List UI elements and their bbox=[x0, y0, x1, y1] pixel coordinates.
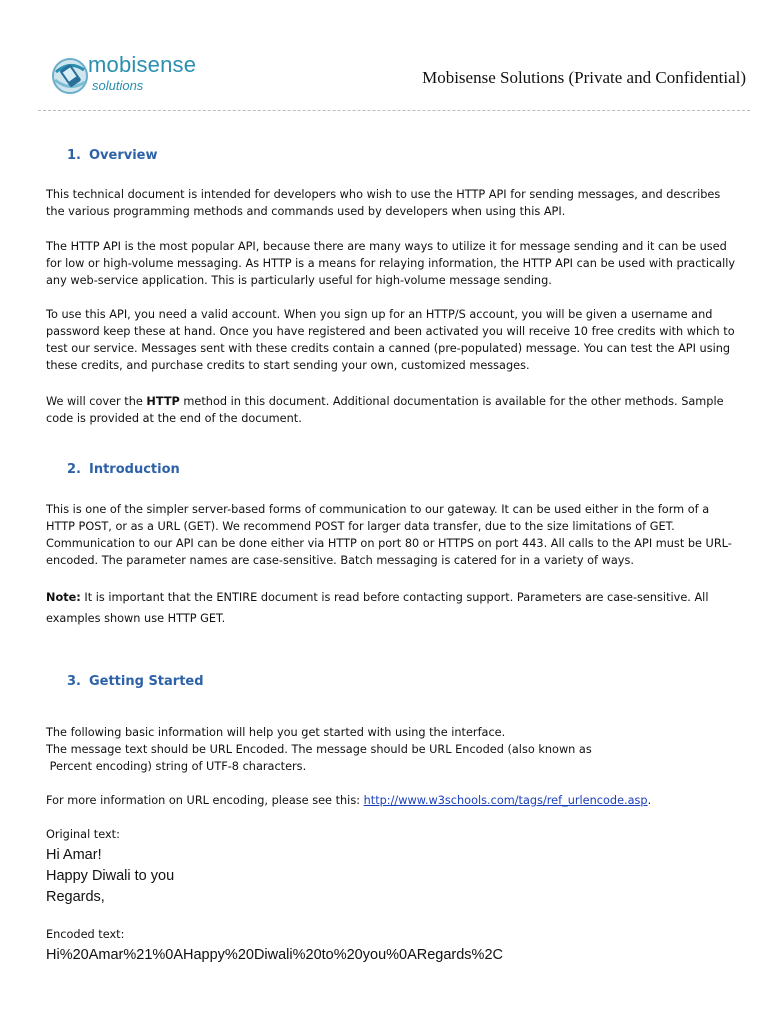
header-title: Mobisense Solutions (Private and Confidential) bbox=[422, 68, 746, 87]
getting-started-line-1: The following basic information will help you get started with using the interface. bbox=[46, 726, 506, 739]
reference-text: For more information on URL encoding, please see this: bbox=[46, 794, 364, 807]
p4-text-start: We will cover the bbox=[46, 395, 147, 408]
p4-bold-http: HTTP bbox=[146, 395, 180, 408]
introduction-paragraph: This is one of the simpler server-based forms of communication to our gateway. It can be used either in the form of a HTTP POST, or as a URL (GET). We recommend POST for larger data transfer, due to the size limitations of GET. Communication to our API can be done either via HTTP on port 80 or HTTPS on port 443. All calls to the API must be URL-encoded. The parameter names are case-sensitive. Batch messaging is catered for in a variety of ways. bbox=[46, 503, 732, 567]
reference-period: . bbox=[647, 794, 652, 807]
note-label: Note: bbox=[46, 591, 81, 604]
note-paragraph bbox=[46, 587, 736, 629]
url-encoding-reference bbox=[46, 792, 736, 809]
original-text-line: Regards, bbox=[46, 889, 105, 905]
section-number: 2. bbox=[67, 462, 81, 477]
section-heading-introduction bbox=[67, 462, 180, 477]
section-number: 1. bbox=[67, 148, 81, 163]
encoded-text-label: Encoded text: bbox=[46, 928, 125, 941]
section-title: Getting Started bbox=[88, 674, 204, 689]
getting-started-line-3: Percent encoding) string of UTF-8 characters. bbox=[46, 760, 307, 773]
overview-paragraph-2: The HTTP API is the most popular API, because there are many ways to utilize it for message sending and it can be used for low or high-volume messaging. As HTTP is a means for relaying information, the HTTP API can be used with practically any web-service application. This is particularly useful for high-volume message sending. bbox=[46, 240, 736, 287]
p4-text-end: method in this document. Additional documentation is available for the other methods. Sample code is provided at the end of the document. bbox=[46, 395, 724, 425]
overview-paragraph-1: This technical document is intended for developers who wish to use the HTTP API for sending messages, and describes the various programming methods and commands used by developers when using this API. bbox=[46, 188, 721, 218]
section-heading-getting-started bbox=[67, 674, 204, 689]
note-text: It is important that the ENTIRE document is read before contacting support. Parameters are case-sensitive. All examples shown use HTTP GET. bbox=[46, 591, 709, 625]
logo-wordmark: mobisense bbox=[88, 52, 197, 77]
getting-started-line-2: The message text should be URL Encoded. The message should be URL Encoded (also known as bbox=[46, 743, 592, 756]
w3schools-link[interactable]: http://www.w3schools.com/tags/ref_urlencode.asp bbox=[363, 794, 648, 807]
section-heading-overview bbox=[67, 148, 158, 163]
overview-paragraph-3: To use this API, you need a valid account. When you sign up for an HTTP/S account, you will be given a username and password keep these at hand. Once you have registered and been activated you will receive 10 free credits with which to test our service. Messages sent with these credits contain a canned (pre-populated) message. You can test the API using these credits, and purchase credits to start sending your own, customized messages. bbox=[46, 308, 735, 372]
page-header bbox=[0, 0, 768, 112]
encoded-text-value: Hi%20Amar%21%0AHappy%20Diwali%20to%20you%0ARegards%2C bbox=[46, 947, 503, 963]
original-text-line: Hi Amar! bbox=[46, 847, 102, 863]
company-logo bbox=[50, 52, 195, 102]
section-title: Overview bbox=[88, 148, 158, 163]
overview-paragraph-4 bbox=[46, 393, 736, 427]
header-divider bbox=[38, 110, 750, 111]
original-text-label: Original text: bbox=[46, 828, 120, 841]
original-text-line: Happy Diwali to you bbox=[46, 868, 175, 884]
logo-subtitle: solutions bbox=[92, 78, 144, 93]
section-title: Introduction bbox=[88, 462, 180, 477]
section-number: 3. bbox=[67, 674, 81, 689]
